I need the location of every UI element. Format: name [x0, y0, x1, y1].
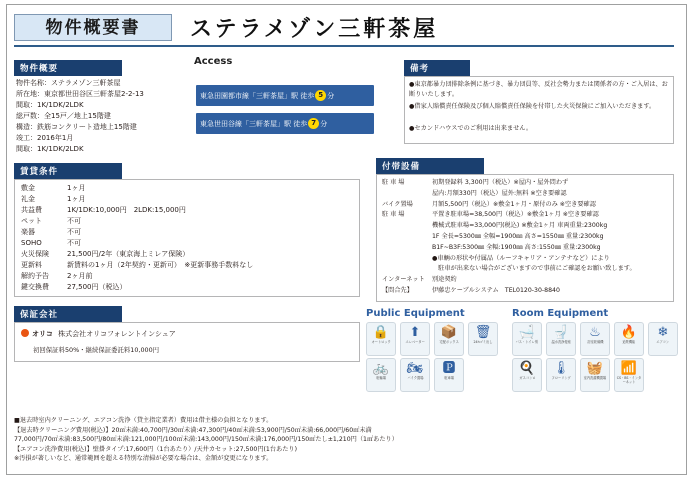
air-conditioner-icon: [648, 322, 678, 356]
icon-glyph: 🗑: [474, 325, 492, 340]
icon-caption: 宅配ボックス: [439, 340, 459, 344]
bike-parking-icon: [400, 358, 430, 392]
bath-dryer-icon: [580, 322, 610, 356]
access-line-text: 東急世田谷線「三軒茶屋」駅 徒歩: [200, 119, 308, 128]
washer-space-icon: [580, 358, 610, 392]
icon-caption: ガスコンロ: [518, 376, 536, 380]
section-title-facility: 付帯設備: [376, 158, 484, 174]
access-line-text: 東急田園都市線「三軒茶屋」駅 徒歩: [200, 91, 315, 100]
facility-table: [376, 174, 674, 302]
rent-row: [21, 260, 357, 271]
facility-row: [382, 200, 672, 211]
icon-caption: バイク置場: [406, 376, 424, 380]
access-minutes: 7: [308, 118, 319, 129]
icon-caption: フローリング: [551, 376, 571, 380]
rent-value: 1ヶ月: [67, 184, 86, 192]
rent-row: [21, 271, 357, 282]
section-title-public-equipment: Public Equipment: [366, 308, 465, 319]
facility-key: 【問合先】: [382, 286, 413, 294]
rent-row: [21, 216, 357, 227]
icon-caption: 24hゴミ出し: [473, 340, 493, 344]
facility-row: [382, 178, 672, 189]
facility-key: インターネット: [382, 276, 425, 284]
elevator-icon: [400, 322, 430, 356]
rent-value: 1ヶ月: [67, 195, 86, 203]
icon-glyph: ❄: [657, 325, 669, 340]
trash-room-icon: [468, 322, 498, 356]
icon-caption: 浴室乾燥機: [586, 340, 604, 344]
footer-notes: [14, 416, 674, 464]
facility-value: 月額5,500円（税込）※敷金1ヶ月・原付のみ ※空き要確認: [432, 200, 596, 208]
icon-glyph: 🍳: [518, 361, 536, 376]
facility-row: [382, 243, 672, 254]
auto-lock-icon: [366, 322, 396, 356]
facility-key: [382, 189, 432, 200]
icon-glyph: ⬆: [409, 325, 421, 340]
rent-row: [21, 238, 357, 249]
icon-caption: 追焚機能: [622, 340, 636, 344]
facility-key: バイク置場: [382, 200, 413, 208]
facility-row: [382, 254, 672, 265]
overview-line: 構造：鉄筋コンクリート造地上15階建: [16, 123, 137, 131]
rent-key: 解約予告: [21, 272, 49, 280]
page-title: ステラメゾン三軒茶屋: [190, 17, 439, 42]
guarantee-company: 株式会社オリコフォレントインシュア: [58, 330, 176, 338]
icon-caption: 温水洗浄便座: [551, 340, 571, 344]
icon-glyph: 🛁: [518, 325, 536, 340]
floor-heating-icon: [546, 358, 576, 392]
icon-caption: 駐輪場: [376, 376, 386, 380]
access-minutes-suffix: 分: [320, 119, 328, 128]
header-divider: [14, 45, 674, 47]
icon-glyph: 🌡: [552, 361, 570, 376]
icon-glyph: 🔥: [620, 325, 638, 340]
facility-value: 1F 全長=5300㎜ 全幅=1900㎜ 高さ=1550㎜ 重量:2300kg: [432, 232, 604, 240]
icon-caption: オートロック: [371, 340, 391, 344]
icon-caption: 室内洗濯機置場: [583, 376, 607, 380]
overview-line: 物件名称：ステラメゾン三軒茶屋: [16, 79, 121, 87]
icon-glyph: 🅿: [442, 361, 456, 376]
overview-line: 間取：1K/1DK/2LDK: [16, 145, 84, 153]
rent-key: 礼金: [21, 195, 35, 203]
remarks-item: ●東京都暴力団排除条例に基づき、暴力団員等、反社会勢力または関係者の方・ご入居は、お断りいたします。: [409, 81, 668, 98]
facility-value: 駐車が出来ない場合がございますので事前にご確認をお願い致します。: [432, 265, 636, 273]
facility-row: [382, 232, 672, 243]
tv-internet-icon: [614, 358, 644, 392]
rent-key: 更新料: [21, 261, 42, 269]
icon-glyph: 🏍: [406, 361, 424, 376]
icon-glyph: 🚽: [552, 325, 570, 340]
facility-row: [382, 286, 672, 297]
footer-line: 【退去時クリーニング費用(税込)】20㎡未満:40,700円/30㎡未満:47,300円/40㎡未満:53,900円/50㎡未満:66,000円/60㎡未満: [14, 426, 372, 434]
icon-caption: エレベーター: [405, 340, 425, 344]
access-minutes: 5: [315, 90, 326, 101]
remarks-item: ●セカンドハウスでのご利用は出来ません。: [409, 125, 533, 132]
access-row: [196, 113, 374, 134]
facility-value: B1F~B3F:5300㎜ 全幅:1900㎜ 高さ:1550㎜ 重量:2300kg: [432, 243, 601, 251]
system-kitchen-icon: [512, 358, 542, 392]
car-parking-icon: [434, 358, 464, 392]
rent-value: 21,500円/2年（東京海上ミレア保険）: [67, 250, 190, 258]
rent-value: 2ヶ月前: [67, 272, 93, 280]
icon-caption: バス・トイレ別: [515, 340, 539, 344]
rent-row: [21, 183, 357, 194]
footer-line: ※汚損が著しいなど、通常範囲を超える特別な清掃が必要な場合は、金額が変更になります。: [14, 455, 273, 463]
icon-glyph: ♨: [589, 325, 601, 340]
rent-row: [21, 227, 357, 238]
rent-key: 火災保険: [21, 250, 49, 258]
section-title-room-equipment: Room Equipment: [512, 308, 609, 319]
facility-value: 伊藤忠ケーブルシステム TEL0120-30-8840: [432, 286, 560, 294]
facility-key: [382, 264, 432, 275]
facility-key: [382, 232, 432, 243]
overview-line: 間取：1K/1DK/2LDK: [16, 101, 84, 109]
icon-caption: 駐車場: [444, 376, 454, 380]
icon-caption: CS・BS・インターネット: [616, 376, 642, 385]
rent-value: 不可: [67, 217, 81, 225]
facility-value: 機械式駐車場=33,000円(税込) ※敷金1ヶ月 車両重量:2300kg: [432, 222, 608, 230]
access-list: [196, 85, 376, 135]
delivery-box-icon: [434, 322, 464, 356]
facility-row: [382, 189, 672, 200]
orico-logo-icon: [21, 329, 29, 337]
icon-glyph: 🧺: [586, 361, 604, 376]
rent-value: 27,500円（税込）: [67, 283, 127, 291]
facility-row: [382, 210, 672, 221]
icon-glyph: 📦: [440, 325, 458, 340]
rent-value: 新賃料の1ヶ月（2年契約・更新可） ※更新事務手数料なし: [67, 261, 254, 269]
footer-line: 77,000円/70㎡未満:83,500円/80㎡未満:121,000円/100㎡未満:143,000円/150㎡未満:176,000円/150㎡たし±1,210円（1㎡あたり）: [14, 436, 398, 444]
rent-value: 不可: [67, 228, 81, 236]
facility-value: 別途契約: [432, 276, 457, 284]
access-minutes-suffix: 分: [327, 91, 335, 100]
section-title-guarantee: 保証会社: [14, 306, 122, 322]
access-row: [196, 85, 374, 106]
rent-key: 共益費: [21, 206, 42, 214]
overview-line: 総戸数：全15戸／地上15階建: [16, 112, 111, 120]
rent-key: 敷金: [21, 184, 35, 192]
icon-caption: エアコン: [656, 340, 670, 344]
public-equipment-grid: [366, 322, 500, 392]
header-badge: [14, 14, 172, 41]
rent-row: [21, 194, 357, 205]
guarantee-box: [14, 322, 360, 362]
rent-key: ペット: [21, 217, 42, 225]
rent-key: SOHO: [21, 239, 42, 247]
section-title-overview: 物件概要: [14, 60, 122, 76]
facility-key: [382, 254, 432, 265]
facility-row: [382, 264, 672, 275]
rent-row: [21, 249, 357, 260]
remarks-item: ●借家人賠償責任保険及び個人賠償責任保険を付帯した火災保険にご加入いただきます。: [409, 103, 656, 110]
facility-value: 平置き駐車場=38,500円（税込）※敷金1ヶ月 ※空き要確認: [432, 211, 599, 219]
icon-glyph: 🔒: [372, 325, 390, 340]
remarks-box: [404, 76, 674, 144]
overview-body: [14, 76, 184, 154]
rent-table: [14, 179, 360, 297]
rent-value: 1K/1DK:10,000円 2LDK:15,000円: [67, 206, 186, 214]
facility-value: 屋内:月額330円（税込）屋外:無料 ※空き要確認: [432, 189, 567, 197]
document-header: [14, 12, 674, 46]
reheating-icon: [614, 322, 644, 356]
footer-line: ■退去時室内クリーニング、エアコン洗浄（貸主指定業者）費用は借主様の負担となります。: [14, 417, 273, 424]
footer-line: 【エアコン洗浄費用(税込)】壁掛タイプ:17,600円（1台あたり）/天井カセット:27,500円(1台あたり): [14, 445, 298, 453]
rent-row: [21, 282, 357, 293]
facility-key: [382, 243, 432, 254]
guarantee-detail: 初回保証料50%・継続保証委託料10,000円: [33, 346, 160, 354]
icon-glyph: 📶: [620, 361, 638, 376]
section-title-access: Access: [194, 56, 233, 67]
bath-toilet-separate-icon: [512, 322, 542, 356]
facility-value: 初期登録料 3,300円（税込）※屋内・屋外問わず: [432, 179, 569, 186]
facility-row: [382, 275, 672, 286]
rent-key: 楽器: [21, 228, 35, 236]
facility-value: ●車輌の形状や付属品（ルーフキャリア・アンテナなど）により: [432, 254, 610, 262]
facility-key: 駐 車 場: [382, 211, 405, 219]
overview-line: 竣工：2016年1月: [16, 134, 74, 142]
facility-key: 駐 車 場: [382, 179, 405, 186]
facility-key: [382, 221, 432, 232]
rent-value: 不可: [67, 239, 81, 247]
rent-key: 鍵交換費: [21, 283, 49, 291]
section-title-rent: 賃貸条件: [14, 163, 122, 179]
header-badge-label: 物件概要書: [45, 18, 141, 38]
washlet-icon: [546, 322, 576, 356]
rent-row: [21, 205, 357, 216]
room-equipment-grid: [512, 322, 680, 392]
icon-glyph: 🚲: [372, 361, 390, 376]
section-title-remarks: 備考: [404, 60, 470, 76]
facility-row: [382, 221, 672, 232]
guarantee-company-mark: オリコ: [32, 330, 53, 338]
overview-line: 所在地：東京都世田谷区三軒茶屋2-2-13: [16, 90, 144, 98]
bicycle-parking-icon: [366, 358, 396, 392]
